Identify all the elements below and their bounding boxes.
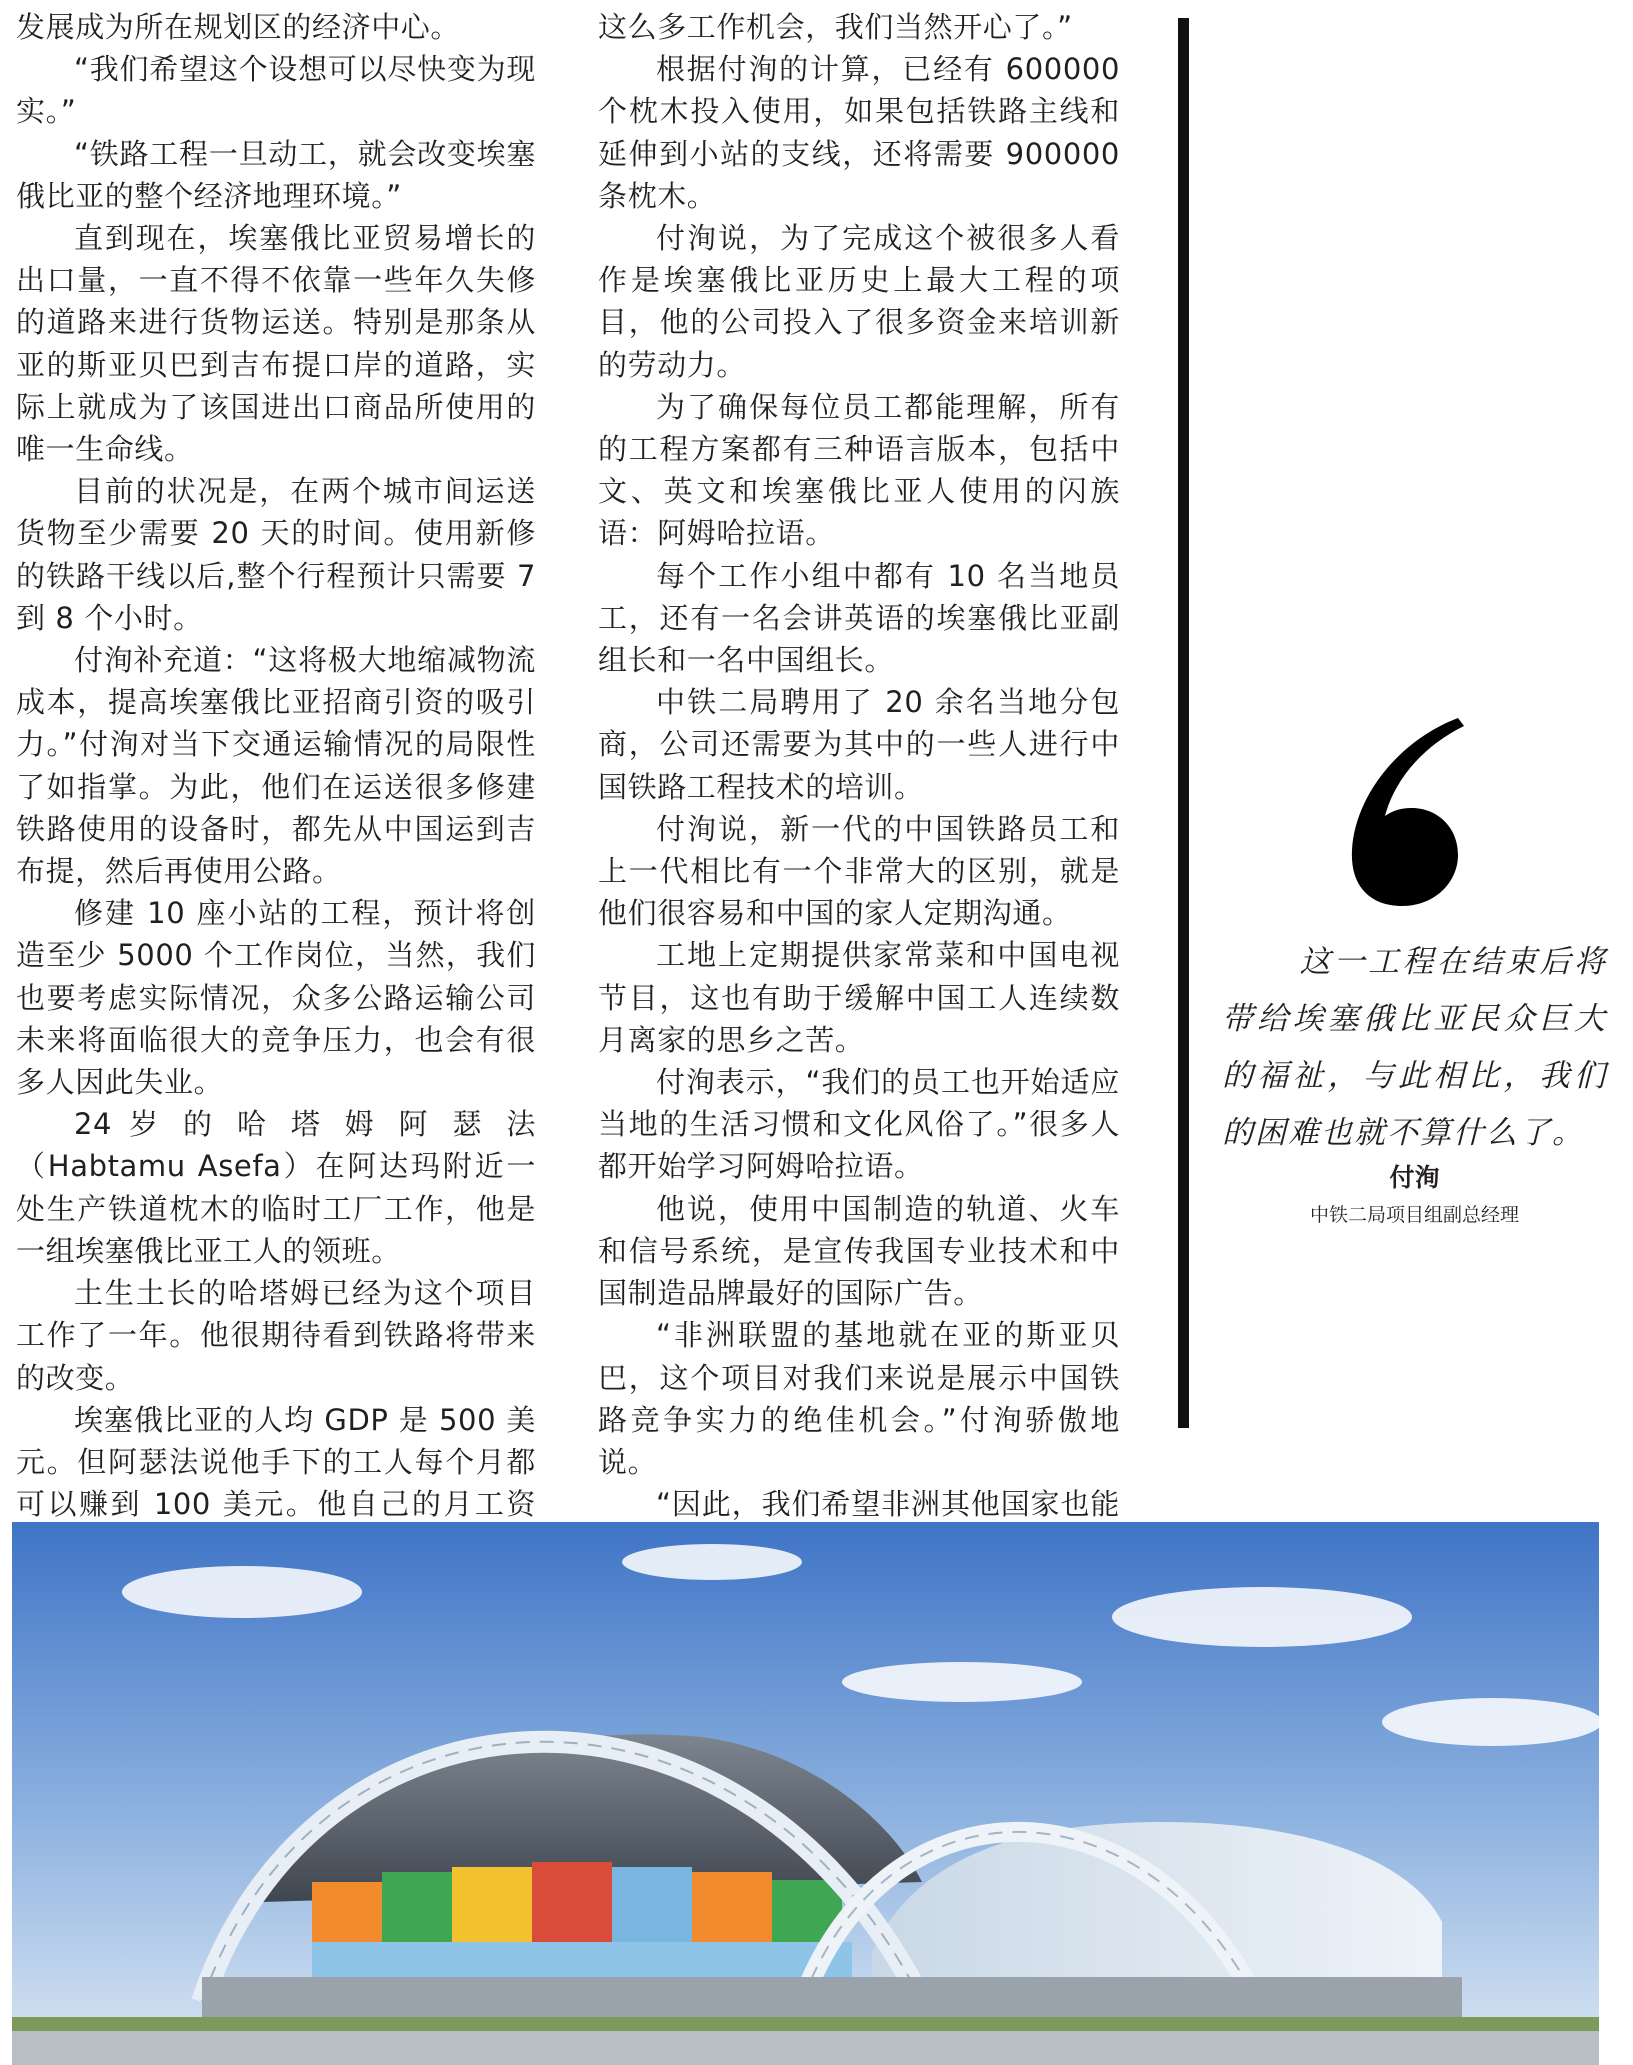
pull-quote-paragraph: 这一工程在结束后将带给埃塞俄比亚民众巨大的福祉，与此相比，我们的困难也就不算什么了。 [1222, 944, 1607, 1151]
paragraph: “非洲联盟的基地就在亚的斯亚贝巴，这个项目对我们来说是展示中国铁路竞争实力的绝佳机会。”付洵骄傲地说。 [598, 1318, 1120, 1479]
paragraph: 直到现在，埃塞俄比亚贸易增长的出口量，一直不得不依靠一些年久失修的道路来进行货物运送。特别是那条从亚的斯亚贝巴到吉布提口岸的道路，实际上就成为了该国进出口商品所使用的唯一生命线。 [16, 221, 536, 467]
grass-strip [12, 2017, 1599, 2031]
paragraph: 付洵说，为了完成这个被很多人看作是埃塞俄比亚历史上最大工程的项目，他的公司投入了很多资金来培训新的劳动力。 [598, 221, 1120, 382]
pull-quote-text [1222, 934, 1607, 1162]
article-column-left [16, 6, 536, 1652]
paragraph: 他说，使用中国制造的轨道、火车和信号系统，是宣传我国专业技术和中国制造品牌最好的国际广告。 [598, 1191, 1120, 1311]
paragraph: 土生土长的哈塔姆已经为这个项目工作了一年。他很期待看到铁路将带来的改变。 [16, 1276, 536, 1395]
pull-quote-divider [1178, 18, 1189, 1428]
pull-quote-role: 中铁二局项目组副总经理 [1309, 1204, 1519, 1226]
paragraph: 付洵表示，“我们的员工也开始适应当地的生活习惯和文化风俗了。”很多人都开始学习阿姆哈拉语。 [598, 1065, 1120, 1184]
paragraph: 24 岁 的 哈 塔 姆 阿 瑟 法（Habtamu Asefa）在阿达玛附近一处生产铁道枕木的临时工厂工作，他是一组埃塞俄比亚工人的领班。 [16, 1107, 536, 1268]
paragraph: “铁路工程一旦动工，就会改变埃塞俄比亚的整个经济地理环境。” [16, 136, 536, 213]
paragraph: “我们希望这个设想可以尽快变为现实。” [16, 52, 536, 129]
opening-quote-icon [1340, 710, 1480, 910]
stadium-seating [312, 1862, 852, 1982]
paragraph: 付洵补充道：“这将极大地缩减物流成本，提高埃塞俄比亚招商引资的吸引力。”付洵对当下交通运输情况的局限性了如指掌。为此，他们在运送很多修建铁路使用的设备时，都先从中国运到吉布提，然后再使用公路。 [16, 643, 536, 889]
road [12, 2031, 1599, 2065]
paragraph: 修建 10 座小站的工程，预计将创造至少 5000 个工作岗位，当然，我们也要考虑实际情况，众多公路运输公司未来将面临很大的竞争压力，也会有很多人因此失业。 [16, 896, 536, 1100]
paragraph: 付洵说，新一代的中国铁路员工和上一代相比有一个非常大的区别，就是他们很容易和中国的家人定期沟通。 [598, 811, 1120, 931]
paragraph: 为了确保每位员工都能理解，所有的工程方案都有三种语言版本，包括中文、英文和埃塞俄比亚人使用的闪族语：阿姆哈拉语。 [598, 389, 1120, 551]
paragraph: 工地上定期提供家常菜和中国电视节目，这也有助于缓解中国工人连续数月离家的思乡之苦。 [598, 938, 1120, 1057]
article-column-middle [598, 6, 1120, 1568]
paragraph: 埃塞俄比亚的人均 GDP 是 500 美元。但阿瑟法说他手下的工人每个月都可以赚到 100 美元。他自己的月工资 [16, 1402, 536, 1522]
paragraph: 根据付洵的计算，已经有 600000 个枕木投入使用，如果包括铁路主线和延伸到小站的支线，还将需要 900000 条枕木。 [598, 52, 1120, 213]
paragraph: “因此，我们希望非洲其他国家也能 [656, 1487, 1120, 1522]
stadium-photo [12, 1522, 1599, 2065]
paragraph: 中铁二局聘用了 20 余名当地分包商，公司还需要为其中的一些人进行中国铁路工程技术的培训。 [598, 685, 1120, 804]
paragraph: 每个工作小组中都有 10 名当地员工，还有一名会讲英语的埃塞俄比亚副组长和一名中国组长。 [598, 558, 1120, 678]
pull-quote-author: 付洵 [1389, 1163, 1440, 1192]
paragraph: 这么多工作机会，我们当然开心了。” [598, 10, 1073, 44]
stadium-podium [202, 1977, 1462, 2017]
paragraph: 发展成为所在规划区的经济中心。 [16, 10, 461, 44]
paragraph: 目前的状况是，在两个城市间运送货物至少需要 20 天的时间。使用新修的铁路干线以后,整个行程预计只需要 7 到 8 个小时。 [16, 474, 536, 635]
